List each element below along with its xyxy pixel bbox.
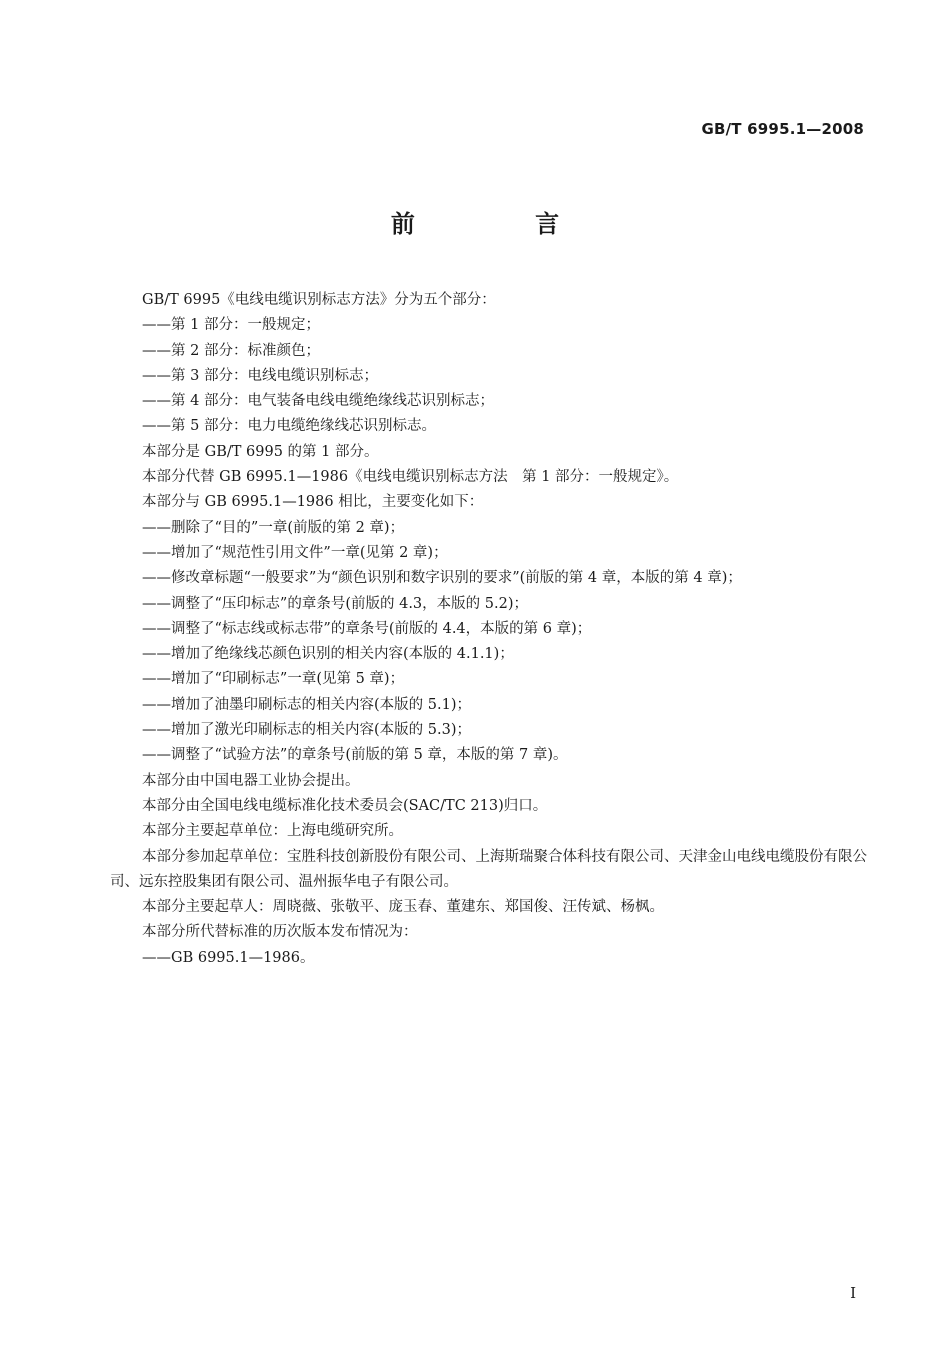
paragraph-changes-intro: 本部分与 GB 6995.1—1986 相比，主要变化如下： [142, 494, 484, 511]
list-item-change: ——修改章标题“一般要求”为“颜色识别和数字识别的要求”(前版的第 4 章，本版的第 4 章)； [142, 570, 742, 587]
list-item-part-4: ——第 4 部分：电气装备电线电缆绝缘线芯识别标志； [142, 393, 494, 410]
paragraph-main-authors: 本部分主要起草人：周晓薇、张敬平、庞玉春、董建东、郑国俊、汪传斌、杨枫。 [142, 899, 664, 916]
paragraph-replaces: 本部分代替 GB 6995.1—1986《电线电缆识别标志方法 第 1 部分：一般规定》。 [142, 469, 679, 486]
paragraph-this-part: 本部分是 GB/T 6995 的第 1 部分。 [142, 443, 379, 460]
paragraph-proposed-by: 本部分由中国电器工业协会提出。 [142, 772, 360, 789]
paragraph-intro: GB/T 6995《电线电缆识别标志方法》分为五个部分： [142, 292, 496, 308]
paragraph-main-drafter: 本部分主要起草单位：上海电缆研究所。 [142, 823, 403, 840]
list-item-change: ——增加了“印刷标志”一章(见第 5 章)； [142, 671, 405, 688]
paragraph-centralized-by: 本部分由全国电线电缆标准化技术委员会(SAC/TC 213)归口。 [142, 797, 548, 814]
list-item-part-1: ——第 1 部分：一般规定； [142, 317, 320, 334]
list-item-change: ——增加了油墨印刷标志的相关内容(本版的 5.1)； [142, 696, 471, 713]
list-item-change: ——增加了激光印刷标志的相关内容(本版的 5.3)； [142, 722, 471, 739]
page-number: I [850, 1284, 856, 1302]
list-item-part-5: ——第 5 部分：电力电缆绝缘线芯识别标志。 [142, 418, 436, 435]
list-item-change: ——增加了“规范性引用文件”一章(见第 2 章)； [142, 544, 448, 561]
foreword-body [110, 288, 870, 971]
page-title: 前 言 [390, 210, 616, 238]
standard-code: GB/T 6995.1—2008 [701, 120, 864, 138]
list-item-change: ——调整了“试验方法”的章条号(前版的第 5 章，本版的第 7 章)。 [142, 747, 568, 764]
list-item-history: ——GB 6995.1—1986。 [142, 949, 315, 966]
list-item-part-3: ——第 3 部分：电线电缆识别标志； [142, 367, 378, 384]
paragraph-history-intro: 本部分所代替标准的历次版本发布情况为： [142, 924, 418, 941]
list-item-part-2: ——第 2 部分：标准颜色； [142, 342, 320, 359]
paragraph-participating-drafters: 本部分参加起草单位：宝胜科技创新股份有限公司、上海斯瑞聚合体科技有限公司、天津金山电线电缆股份有限公司、远东控股集团有限公司、温州振华电子有限公司。 [110, 848, 867, 890]
list-item-change: ——调整了“压印标志”的章条号(前版的 4.3，本版的 5.2)； [142, 595, 528, 612]
list-item-change: ——删除了“目的”一章(前版的第 2 章)； [142, 519, 405, 536]
list-item-change: ——增加了绝缘线芯颜色识别的相关内容(本版的 4.1.1)； [142, 646, 514, 663]
list-item-change: ——调整了“标志线或标志带”的章条号(前版的 4.4，本版的第 6 章)； [142, 620, 592, 637]
